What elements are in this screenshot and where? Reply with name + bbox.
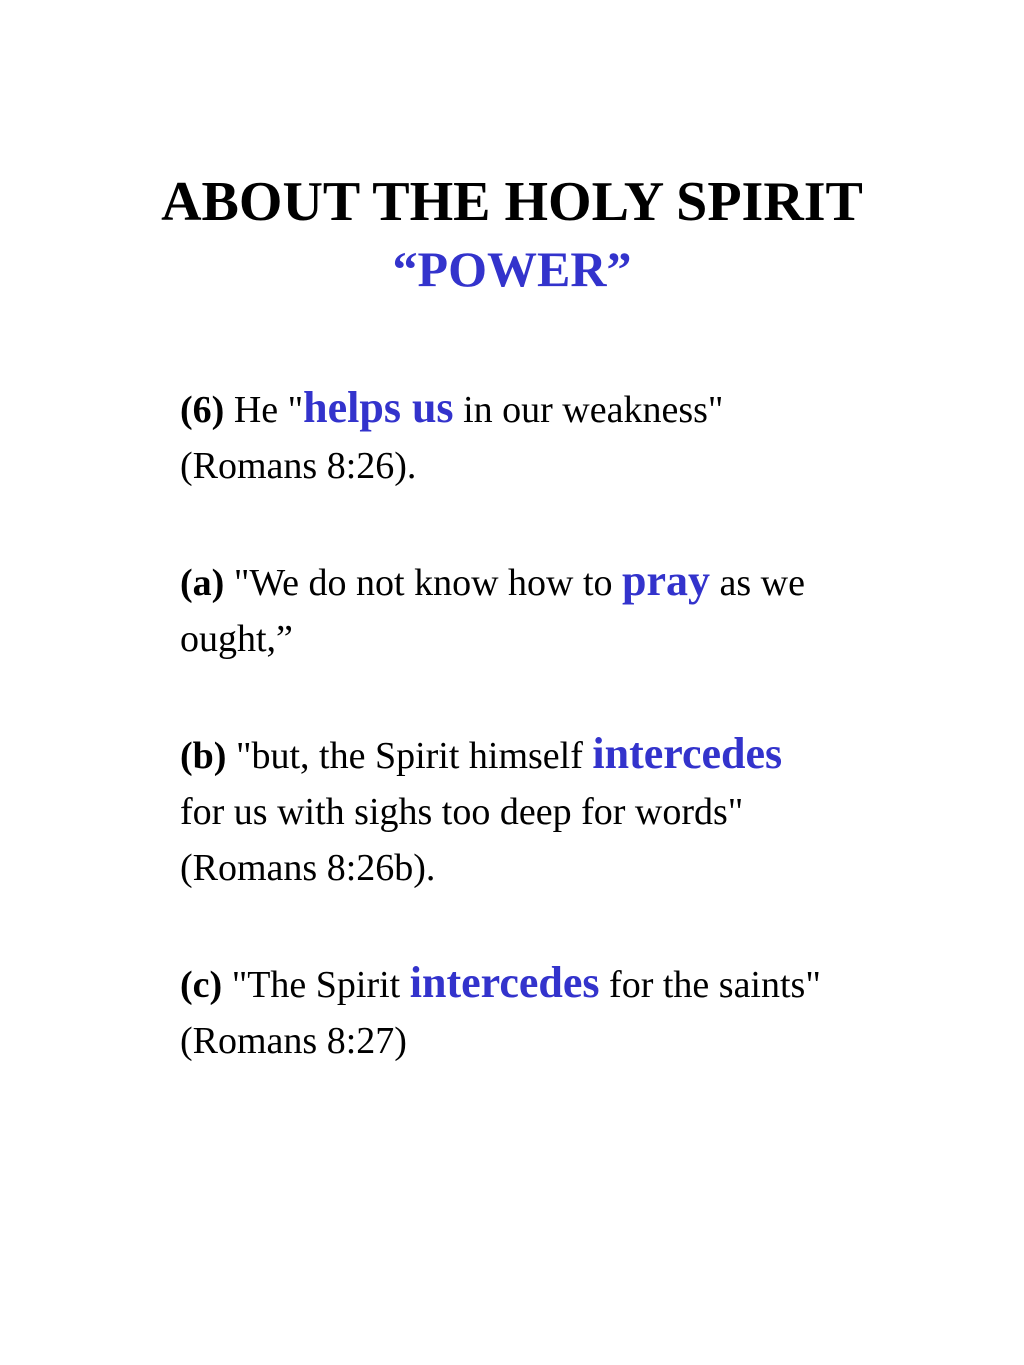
- content-body: [180, 380, 920, 1128]
- point-text: He ": [224, 389, 304, 431]
- point-marker: (c): [180, 964, 223, 1006]
- scripture-reference: (Romans 8:26).: [180, 445, 417, 487]
- point-text: "but, the Spirit himself: [226, 735, 593, 777]
- point-text: "The Spirit: [222, 964, 410, 1006]
- highlight-phrase: helps us: [303, 383, 454, 432]
- highlight-phrase: pray: [622, 556, 711, 605]
- point-b: [180, 726, 920, 896]
- point-c: [180, 955, 920, 1069]
- point-text: in our weakness": [453, 389, 724, 431]
- page-title: ABOUT THE HOLY SPIRIT: [161, 171, 863, 233]
- point-marker: (b): [180, 735, 227, 777]
- point-a: [180, 553, 920, 667]
- point-text: for the saints" (Romans 8:27): [180, 964, 821, 1062]
- point-text: for us with sighs too deep for words": [180, 791, 744, 833]
- point-marker: (6): [180, 389, 225, 431]
- highlight-phrase: intercedes: [592, 729, 783, 778]
- point-marker: (a): [180, 562, 225, 604]
- point-text: as we ought,”: [180, 562, 805, 660]
- title-block: [0, 166, 1024, 300]
- page-subtitle: “POWER”: [392, 241, 632, 297]
- scripture-reference: (Romans 8:26b).: [180, 847, 436, 889]
- point-6: [180, 380, 920, 494]
- point-text: "We do not know how to: [224, 562, 623, 604]
- highlight-phrase: intercedes: [409, 958, 600, 1007]
